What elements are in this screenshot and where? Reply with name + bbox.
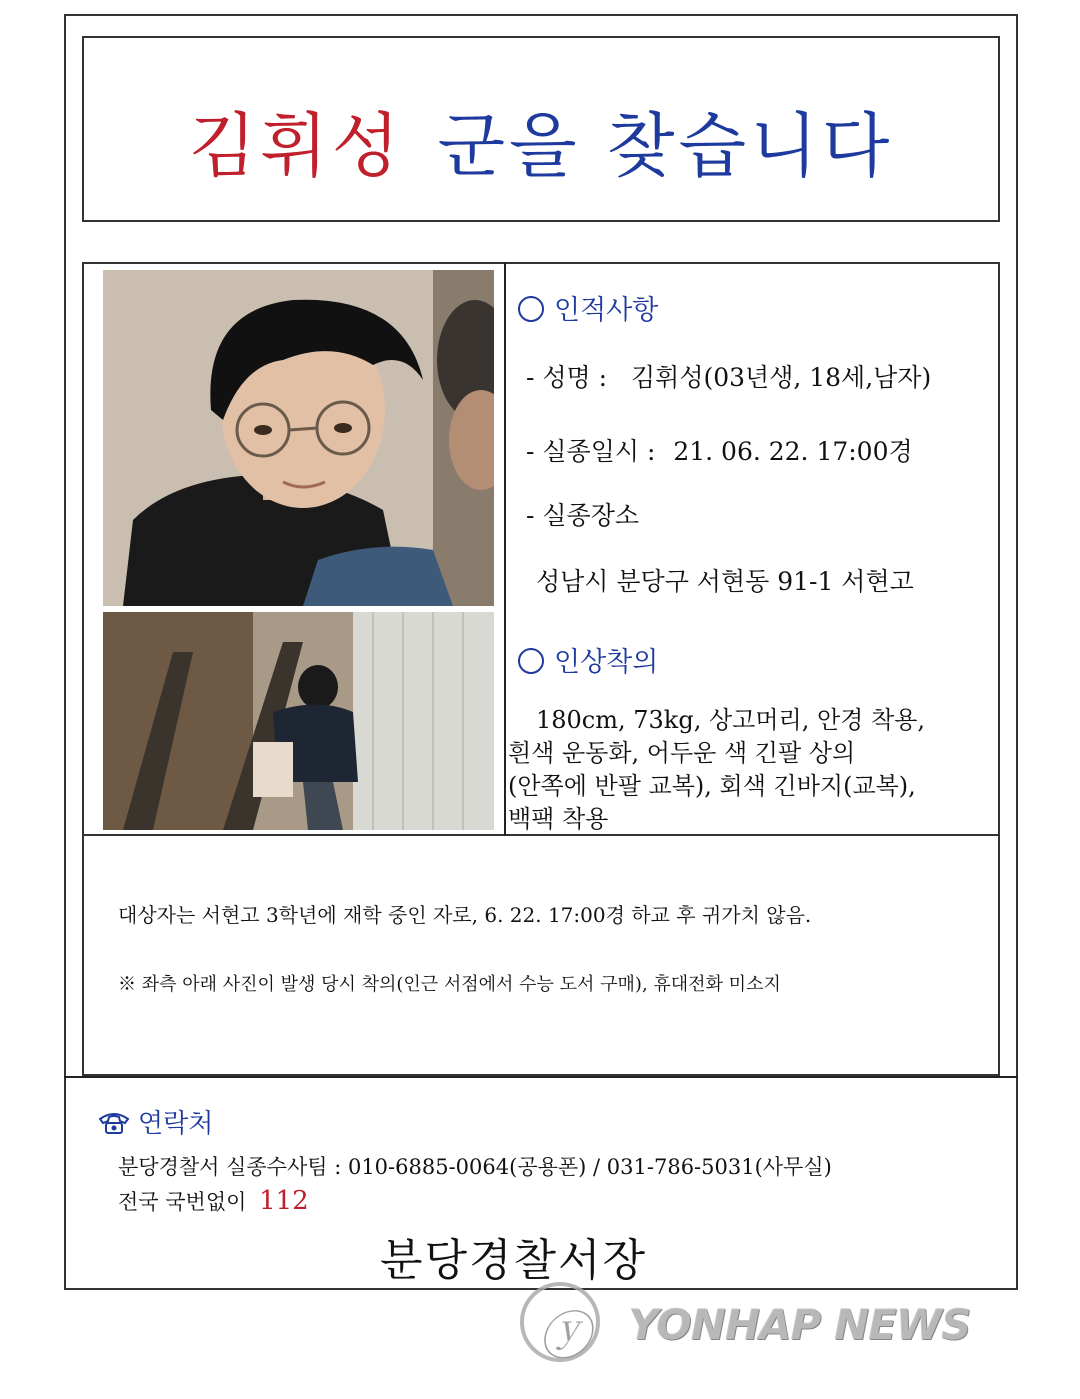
appearance-line: 백팩 착용 <box>508 805 609 833</box>
cctv-photo <box>103 612 494 830</box>
description-box <box>82 836 1000 1076</box>
place-label: - 실종장소 <box>526 501 639 530</box>
poster-title <box>82 90 1000 191</box>
name-label: - 성명 : <box>526 363 608 392</box>
name-row <box>526 358 931 394</box>
cctv-image <box>103 612 494 830</box>
portrait-photo <box>103 270 494 606</box>
watermark-text: YONHAP NEWS <box>628 1300 971 1349</box>
description-main: 대상자는 서현고 3학년에 재학 중인 자로, 6. 22. 17:00경 하교 후 귀가치 않음. <box>118 903 812 927</box>
contact-heading <box>98 1103 213 1140</box>
circle-bullet-icon <box>518 648 544 674</box>
description-note: ※ 좌측 아래 사진이 발생 당시 착의(인근 서점에서 수능 도서 구매), 휴대전화 미소지 <box>118 974 781 995</box>
appearance-heading-text: 인상착의 <box>554 647 659 678</box>
title-text: 군을 찾습니다 <box>437 105 894 187</box>
photo-gap <box>103 607 494 610</box>
profile-heading <box>518 288 658 327</box>
place-value: 성남시 분당구 서현동 91-1 서현고 <box>536 567 914 596</box>
missing-person-name: 김휘성 <box>188 105 404 187</box>
appearance-line: 180cm, 73kg, 상고머리, 안경 착용, <box>536 706 925 734</box>
yonhap-logo-icon: ⓨ <box>520 1282 600 1362</box>
appearance-heading <box>518 640 658 679</box>
info-divider <box>504 262 506 836</box>
date-row <box>526 432 913 468</box>
appearance-line: 흰색 운동화, 어두운 색 긴팔 상의 <box>508 739 856 767</box>
emergency-text: 전국 국번없이 <box>118 1190 247 1214</box>
contact-phone-line: 분당경찰서 실종수사팀 : 010-6885-0064(공용폰) / 031-786-5031(사무실) <box>118 1155 832 1179</box>
contact-heading-text: 연락처 <box>138 1109 214 1139</box>
date-label: - 실종일시 : <box>526 437 656 466</box>
signature: 분당경찰서장 <box>380 1235 648 1286</box>
telephone-icon <box>98 1111 130 1135</box>
circle-bullet-icon <box>518 296 544 322</box>
profile-heading-text: 인적사항 <box>554 295 659 326</box>
appearance-line: (안쪽에 반팔 교복), 회색 긴바지(교복), <box>508 772 916 800</box>
appearance-text <box>508 704 996 836</box>
contact-divider <box>64 1076 1018 1078</box>
contact-emergency-line <box>118 1186 309 1216</box>
place-row <box>526 496 639 532</box>
date-value: 21. 06. 22. 17:00경 <box>673 437 913 466</box>
portrait-image <box>103 270 494 606</box>
emergency-number: 112 <box>259 1186 309 1216</box>
name-value: 김휘성(03년생, 18세,남자) <box>631 363 932 392</box>
